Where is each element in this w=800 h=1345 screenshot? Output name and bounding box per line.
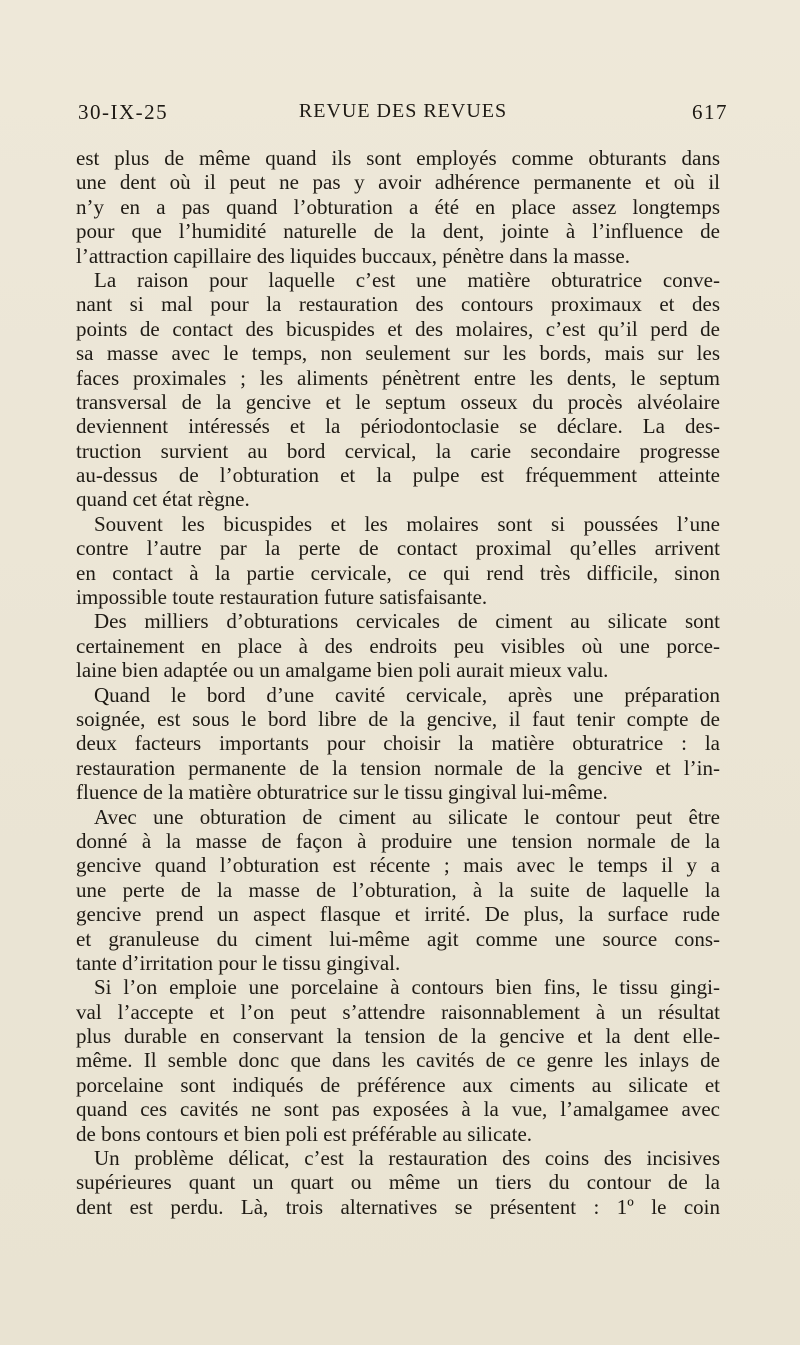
text-line: pour que l’humidité naturelle de la dent, jointe à l’influence de [76,219,720,244]
text-line: restauration permanente de la tension normale de la gencive et l’in- [76,755,720,780]
text-line: même. Il semble donc que dans les cavités de ce genre les inlays de [76,1048,720,1073]
text-line: Souvent les bicuspides et les molaires sont si poussées l’une [94,511,720,536]
text-line: impossible toute restauration future satisfaisante. [76,585,488,610]
text-line: Avec une obturation de ciment au silicate le contour peut être [94,804,720,829]
text-line: l’attraction capillaire des liquides buccaux, pénètre dans la masse. [76,243,630,268]
text-line: est plus de même quand ils sont employés comme obturants dans [76,146,720,170]
text-line: laine bien adaptée ou un amalgame bien poli aurait mieux valu. [76,658,609,683]
header-title: REVUE DES REVUES [298,100,508,122]
text-line: certainement en place à des endroits peu visibles où une porce- [76,633,720,658]
text-line: tante d’irritation pour le tissu gingival. [76,950,401,975]
text-line: de bons contours et bien poli est préférable au silicate. [76,1121,533,1146]
text-line: Des milliers d’obturations cervicales de ciment au silicate sont [94,609,720,634]
text-line: nant si mal pour la restauration des contours proximaux et des [76,292,720,317]
running-header [78,100,728,130]
text-line: deviennent intéressés et la périodontoclasie se déclare. La des- [76,414,720,439]
text-line: Un problème délicat, c’est la restauration des coins des incisives [94,1146,720,1171]
text-line: sa masse avec le temps, non seulement sur les bords, mais sur les [76,341,720,366]
text-line: quand cet état règne. [76,487,250,512]
text-line: porcelaine sont indiqués de préférence aux ciments au silicate et [76,1072,720,1097]
body-text [76,146,720,1219]
text-line: gencive quand l’obturation est récente ; mais avec le temps il y a [76,853,720,878]
text-line: truction survient au bord cervical, la carie secondaire progresse [76,438,720,463]
text-line: donné à la masse de façon à produire une tension normale de la [76,828,720,853]
text-line: contre l’autre par la perte de contact proximal qu’elles arrivent [76,536,720,561]
page-number: 617 [692,100,728,124]
text-line: La raison pour laquelle c’est une matière obturatrice conve- [94,267,720,292]
text-line: Si l’on emploie une porcelaine à contours bien fins, le tissu gingi- [94,975,720,1000]
text-line: une perte de la masse de l’obturation, à la suite de laquelle la [76,877,720,902]
text-line: et granuleuse du ciment lui-même agit comme une source cons- [76,926,720,951]
header-date: 30-IX-25 [78,100,169,124]
text-line: transversal de la gencive et le septum osseux du procès alvéolaire [76,389,720,414]
text-line: fluence de la matière obturatrice sur le tissu gingival lui-même. [76,780,608,805]
text-line: quand ces cavités ne sont pas exposées à la vue, l’amalgamee avec [76,1097,720,1122]
text-line: dent est perdu. Là, trois alternatives se présentent : 1º le coin [76,1194,720,1219]
text-line: Quand le bord d’une cavité cervicale, après une préparation [94,682,720,707]
text-line: au-dessus de l’obturation et la pulpe est fréquemment atteinte [76,463,720,488]
text-line: val l’accepte et l’on peut s’attendre raisonnablement à un résultat [76,999,720,1024]
text-line: soignée, est sous le bord libre de la gencive, il faut tenir compte de [76,706,720,731]
text-line: gencive prend un aspect flasque et irrité. De plus, la surface rude [76,902,720,927]
text-line: points de contact des bicuspides et des molaires, c’est qu’il perd de [76,316,720,341]
text-line: plus durable en conservant la tension de la gencive et la dent elle- [76,1024,720,1049]
text-line: deux facteurs importants pour choisir la matière obturatrice : la [76,731,720,756]
text-line: n’y en a pas quand l’obturation a été en place assez longtemps [76,194,720,219]
text-line: supérieures quant un quart ou même un tiers du contour de la [76,1170,720,1195]
text-line: une dent où il peut ne pas y avoir adhérence permanente et où il [76,170,720,195]
text-line: faces proximales ; les aliments pénètrent entre les dents, le septum [76,365,720,390]
text-line: en contact à la partie cervicale, ce qui rend très difficile, sinon [76,560,720,585]
